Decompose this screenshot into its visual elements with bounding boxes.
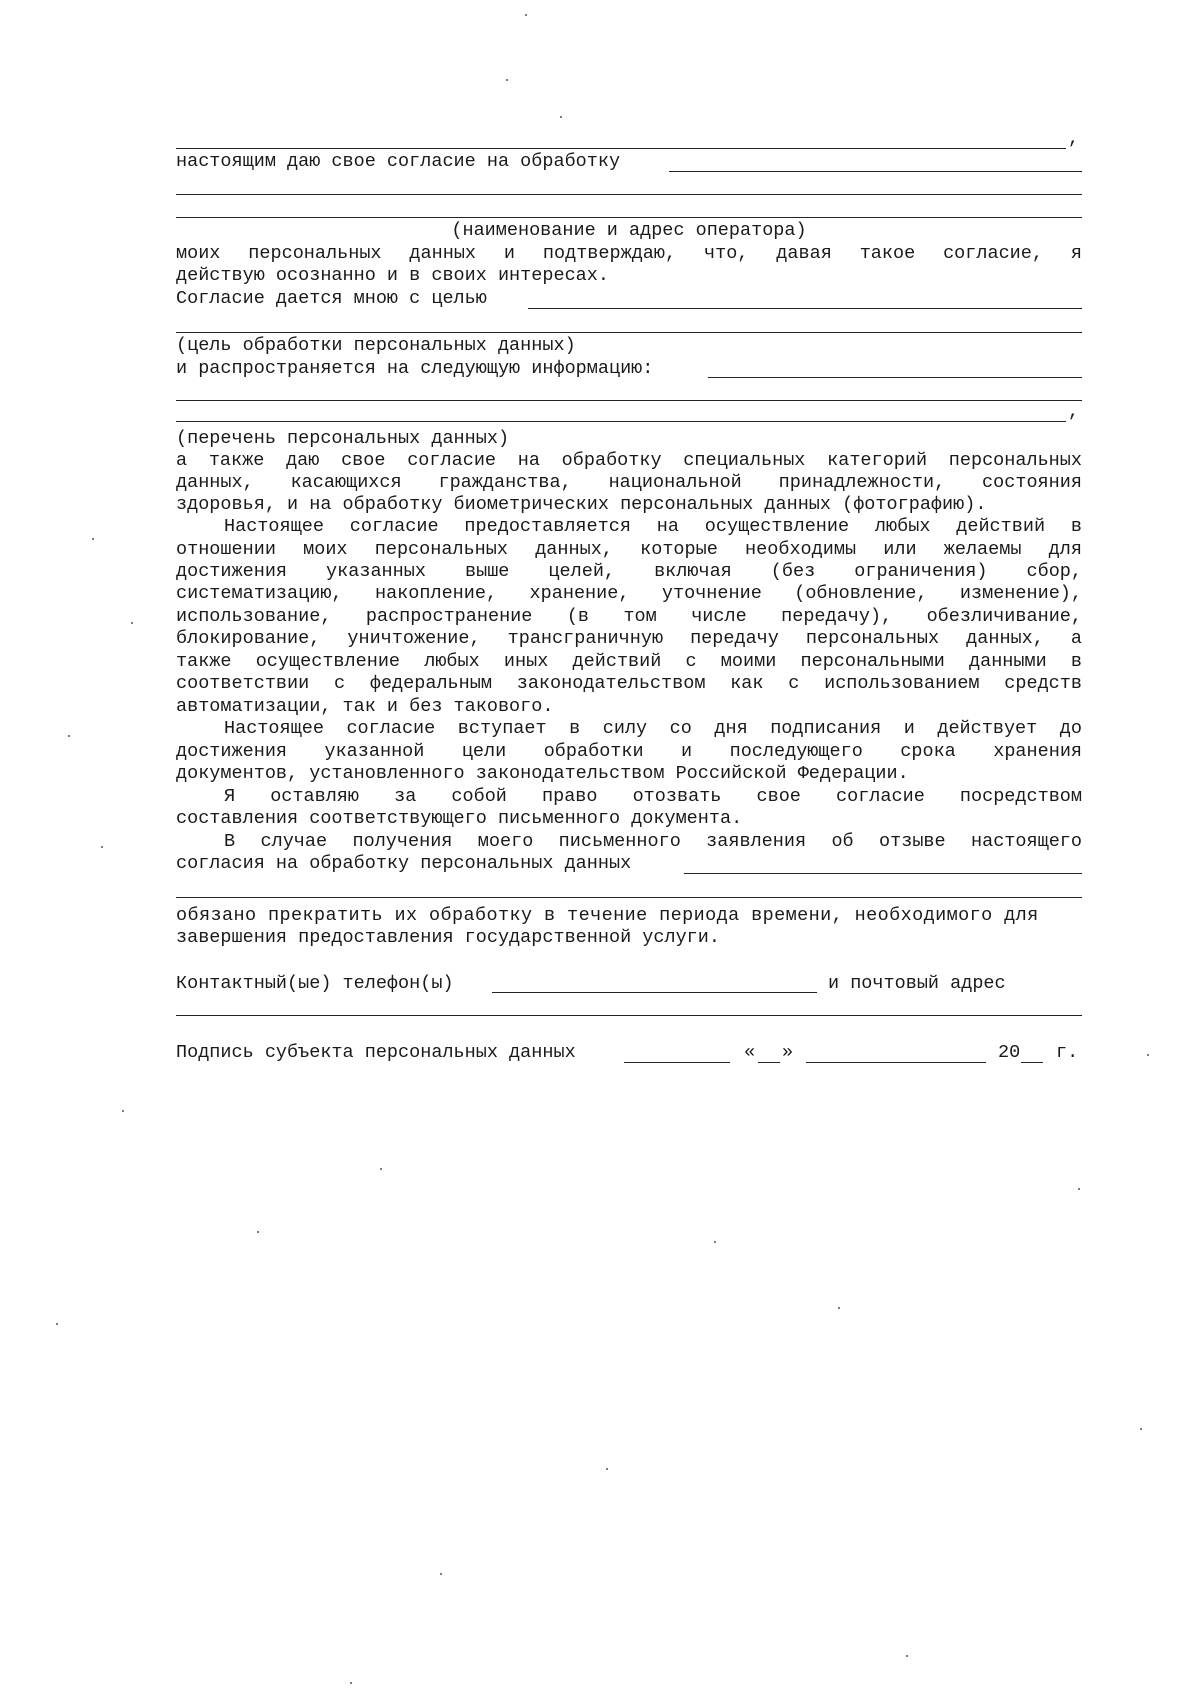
phone-field[interactable] xyxy=(492,992,817,993)
p1-line-2: действую осознанно и в своих интересах. xyxy=(176,265,609,286)
validity-line-2: достижения указанной цели обработки и последующего срока хранения xyxy=(176,741,1083,762)
info-caption: (перечень персональных данных) xyxy=(176,428,510,449)
signature-field[interactable] xyxy=(624,1062,730,1063)
signature-label: Подпись субъекта персональных данных xyxy=(176,1042,576,1063)
year-prefix: 20 xyxy=(998,1042,1021,1063)
actions-line-6: блокирование, уничтожение, трансграничную передачу персональных данных, а xyxy=(176,628,1083,649)
fill-line-operator-3[interactable] xyxy=(176,217,1082,218)
comma: , xyxy=(1068,128,1080,149)
withdraw-line-1: В случае получения моего письменного заявления об отзыве настоящего xyxy=(224,831,1083,852)
consent-intro-text: настоящим даю свое согласие на обработку xyxy=(176,151,621,172)
special-line-3: здоровья, и на обработку биометрических персональных данных (фотографию). xyxy=(176,494,987,515)
actions-line-8: соответствии с федеральным законодательством как с использованием средств xyxy=(176,673,1082,694)
withdraw-line-2: согласия на обработку персональных данных xyxy=(176,853,632,874)
fill-line-info-1[interactable] xyxy=(708,377,1082,378)
actions-line-7: также осуществление любых иных действий с моими персональными данными в xyxy=(176,651,1082,672)
special-line-2: данных, касающихся гражданства, национальной принадлежности, состояния xyxy=(176,472,1082,493)
phone-label: Контактный(ые) телефон(ы) xyxy=(176,973,454,994)
fill-line-operator-2[interactable] xyxy=(176,194,1082,195)
validity-line-1: Настоящее согласие вступает в силу со дня подписания и действует до xyxy=(224,718,1082,739)
special-line-1: а также даю свое согласие на обработку специальных категорий персональных xyxy=(176,450,1082,471)
comma: , xyxy=(1068,401,1080,422)
stop-line-2: завершения предоставления государственной услуги. xyxy=(176,927,720,948)
operator-caption: (наименование и адрес оператора) xyxy=(451,220,807,241)
purpose-label: Согласие дается мною с целью xyxy=(176,288,487,309)
year-suffix: г. xyxy=(1056,1042,1079,1063)
fill-line-purpose-2[interactable] xyxy=(176,332,1082,333)
fill-line-info-3[interactable] xyxy=(176,421,1066,422)
actions-line-5: использование, распространение (в том числе передачу), обезличивание, xyxy=(176,606,1083,627)
validity-line-3: документов, установленного законодательством Российской Федерации. xyxy=(176,763,909,784)
fill-line-operator-1[interactable] xyxy=(669,171,1082,172)
revoke-line-2: составления соответствующего письменного документа. xyxy=(176,808,743,829)
year-field[interactable] xyxy=(1021,1062,1043,1063)
fill-line-withdraw-1[interactable] xyxy=(684,873,1082,874)
fill-line-withdraw-2[interactable] xyxy=(176,897,1082,898)
fill-line-purpose-1[interactable] xyxy=(528,308,1082,309)
postal-label: и почтовый адрес xyxy=(828,973,1006,994)
actions-line-3: достижения указанных выше целей, включая (без ограничения) сбор, xyxy=(176,561,1082,582)
purpose-caption: (цель обработки персональных данных) xyxy=(176,335,576,356)
revoke-line-1: Я оставляю за собой право отозвать свое согласие посредством xyxy=(224,786,1083,807)
date-open-quote: « xyxy=(744,1042,756,1063)
fill-line-name[interactable] xyxy=(176,148,1066,149)
postal-address-field[interactable] xyxy=(176,1015,1082,1016)
actions-line-1: Настоящее согласие предоставляется на осуществление любых действий в xyxy=(224,516,1082,537)
actions-line-4: систематизацию, накопление, хранение, уточнение (обновление, изменение), xyxy=(176,583,1083,604)
actions-line-9: автоматизации, так и без такового. xyxy=(176,696,554,717)
actions-line-2: отношении моих персональных данных, которые необходимы или желаемы для xyxy=(176,539,1082,560)
stop-line-1: обязано прекратить их обработку в течение периода времени, необходимого для xyxy=(176,905,1039,926)
info-label: и распространяется на следующую информацию: xyxy=(176,358,654,379)
day-field[interactable] xyxy=(758,1062,780,1063)
p1-line-1: моих персональных данных и подтверждаю, что, давая такое согласие, я xyxy=(176,243,1082,264)
fill-line-info-2[interactable] xyxy=(176,400,1082,401)
date-close-quote: » xyxy=(782,1042,794,1063)
month-field[interactable] xyxy=(806,1062,986,1063)
